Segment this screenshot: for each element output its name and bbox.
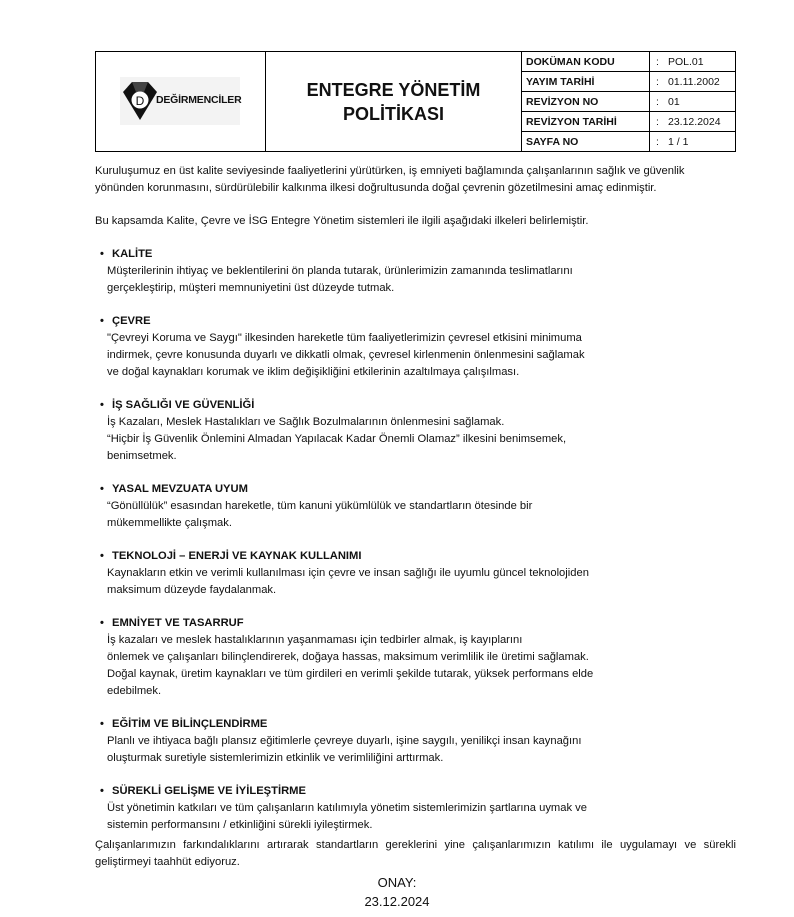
policy-body bbox=[95, 163, 736, 834]
diamond-logo-icon bbox=[120, 78, 160, 124]
meta-colon: : bbox=[650, 52, 665, 72]
logo-cell bbox=[96, 52, 266, 151]
meta-row bbox=[522, 132, 735, 152]
meta-key: DOKÜMAN KODU bbox=[522, 52, 650, 72]
section-line: ve doğal kaynakları korumak ve iklim değişikliğini etkilerinin azaltılmaya çalışılması. bbox=[107, 366, 520, 378]
section-line: mükemmellikte çalışmak. bbox=[107, 517, 232, 529]
meta-value: 23.12.2024 bbox=[664, 112, 735, 132]
section-title: EĞİTİM VE BİLİNÇLENDİRME bbox=[112, 718, 268, 730]
section-line: Üst yönetimin katkıları ve tüm çalışanların katılımıyla yönetim sistemlerimizin şartlarına uymak ve bbox=[107, 802, 587, 814]
bullet-icon: • bbox=[100, 785, 104, 797]
section-line: “Gönüllülük” esasından hareketle, tüm kanuni yükümlülük ve standartların ötesinde bir bbox=[107, 500, 533, 512]
meta-colon: : bbox=[656, 135, 659, 148]
policy-section-legal bbox=[95, 481, 736, 532]
section-body bbox=[95, 565, 736, 599]
meta-row bbox=[522, 72, 735, 92]
section-line: Planlı ve ihtiyaca bağlı plansız eğitimlerle çevreye duyarlı, işine saygılı, yenilikçi insan kaynağını bbox=[107, 735, 582, 747]
bullet-icon: • bbox=[100, 617, 104, 629]
section-title: ÇEVRE bbox=[112, 315, 151, 327]
approval-block bbox=[0, 873, 794, 911]
meta-row bbox=[522, 52, 735, 72]
section-body bbox=[95, 733, 736, 767]
section-line: “Hiçbir İş Güvenlik Önlemini Almadan Yapılacak Kadar Önemli Olamaz” ilkesini benimsemek, bbox=[107, 433, 567, 445]
section-line: önlemek ve çalışanları bilinçlendirerek, doğaya hassas, maksimum verimlilik ile üretimi sağlamak. bbox=[107, 651, 589, 663]
meta-row bbox=[522, 92, 735, 112]
section-body bbox=[95, 414, 736, 465]
bullet-icon: • bbox=[100, 550, 104, 562]
meta-key: REVİZYON TARİHİ bbox=[522, 112, 650, 132]
section-line: maksimum düzeyde faydalanmak. bbox=[107, 584, 277, 596]
bullet-icon: • bbox=[100, 315, 104, 327]
title-line-1: ENTEGRE YÖNETİM bbox=[306, 79, 481, 100]
title-cell bbox=[266, 52, 522, 151]
meta-row bbox=[522, 112, 735, 132]
section-line: İş Kazaları, Meslek Hastalıkları ve Sağlık Bozulmalarının önlenmesini sağlamak. bbox=[107, 416, 505, 428]
policy-section-safety bbox=[95, 615, 736, 700]
policy-section-ohs bbox=[95, 397, 736, 465]
logo-text: DEĞİRMENCİLER bbox=[156, 94, 242, 106]
section-body bbox=[95, 263, 736, 297]
closing-paragraph: Çalışanlarımızın farkındalıklarını artırarak standartların gereklerini yine çalışanlarımızın katılımı ile uygulamayı ve sürekli geliştirmeyi taahhüt ediyoruz. bbox=[95, 839, 736, 868]
section-line: sistemin performansını / etkinliğini sürekli iyileştirmek. bbox=[107, 819, 373, 831]
meta-value: 1 / 1 bbox=[668, 135, 689, 148]
section-line: gerçekleştirip, müşteri memnuniyetini üst düzeyde tutmak. bbox=[107, 282, 395, 294]
title-line-2: POLİTİKASI bbox=[342, 103, 444, 124]
meta-value: 01.11.2002 bbox=[664, 72, 735, 92]
bullet-icon: • bbox=[100, 718, 104, 730]
section-line: Doğal kaynak, üretim kaynakları ve tüm girdileri en verimli şekilde tutarak, yüksek performans elde bbox=[107, 668, 594, 680]
policy-section-technology bbox=[95, 548, 736, 599]
meta-colon: : bbox=[650, 112, 665, 132]
meta-colon: : bbox=[650, 92, 665, 112]
document-header bbox=[95, 51, 736, 152]
section-body bbox=[95, 498, 736, 532]
meta-value: POL.01 bbox=[664, 52, 735, 72]
svg-text:D: D bbox=[135, 94, 145, 108]
approval-date: 23.12.2024 bbox=[364, 894, 430, 909]
bullet-icon: • bbox=[100, 483, 104, 495]
intro-paragraph: Kuruluşumuz en üst kalite seviyesinde faaliyetlerini yürütürken, iş emniyeti bağlamında çalışanlarının sağlık ve güvenlik yönünden korunmasını, sürdürülebilir kalkınma ilkesi doğrultusunda doğal çevrenin gözetilmesini amaç edinmiştir. bbox=[95, 165, 685, 194]
section-line: edebilmek. bbox=[107, 685, 162, 697]
section-line: benimsetmek. bbox=[107, 450, 177, 462]
section-body bbox=[95, 632, 736, 700]
section-body bbox=[95, 330, 736, 381]
section-title: İŞ SAĞLIĞI VE GÜVENLİĞİ bbox=[112, 399, 255, 411]
meta-key: REVİZYON NO bbox=[522, 92, 650, 112]
section-body bbox=[95, 800, 736, 834]
bullet-icon: • bbox=[100, 399, 104, 411]
meta-value: 01 bbox=[664, 92, 735, 112]
meta-colon: : bbox=[650, 72, 665, 92]
policy-section-training bbox=[95, 716, 736, 767]
section-title: EMNİYET VE TASARRUF bbox=[112, 617, 244, 629]
section-line: Müşterilerinin ihtiyaç ve beklentilerini ön planda tutarak, ürünlerimizin zamanında teslimatlarını bbox=[107, 265, 573, 277]
meta-key: SAYFA NO bbox=[522, 132, 650, 152]
meta-key: YAYIM TARİHİ bbox=[522, 72, 650, 92]
section-line: Kaynakların etkin ve verimli kullanılması için çevre ve insan sağlığı ile uyumlu güncel teknolojiden bbox=[107, 567, 589, 579]
section-title: SÜREKLİ GELİŞME VE İYİLEŞTİRME bbox=[112, 785, 306, 797]
section-title: KALİTE bbox=[112, 248, 153, 260]
policy-section-improvement bbox=[95, 783, 736, 834]
bullet-icon: • bbox=[100, 248, 104, 260]
document-title bbox=[307, 78, 481, 126]
scope-paragraph: Bu kapsamda Kalite, Çevre ve İSG Entegre Yönetim sistemleri ile ilgili aşağıdaki ilkeleri belirlemiştir. bbox=[95, 215, 589, 227]
section-line: oluşturmak suretiyle sistemlerimizin etkinlik ve verimliliğini arttırmak. bbox=[107, 752, 444, 764]
document-meta-table bbox=[522, 52, 735, 151]
section-line: indirmek, çevre konusunda duyarlı ve dikkatli olmak, çevresel kirlenmenin önlenmesini sağlamak bbox=[107, 349, 585, 361]
section-line: İş kazaları ve meslek hastalıklarının yaşanmaması için tedbirler almak, iş kayıplarını bbox=[107, 634, 523, 646]
policy-section-quality bbox=[95, 246, 736, 297]
policy-section-environment bbox=[95, 313, 736, 381]
approval-label: ONAY: bbox=[377, 875, 417, 890]
company-logo bbox=[120, 77, 240, 125]
section-title: TEKNOLOJİ – ENERJİ VE KAYNAK KULLANIMI bbox=[112, 550, 362, 562]
section-title: YASAL MEVZUATA UYUM bbox=[112, 483, 248, 495]
section-line: "Çevreyi Koruma ve Saygı" ilkesinden hareketle tüm faaliyetlerimizin çevresel etkisini minimuma bbox=[107, 332, 582, 344]
